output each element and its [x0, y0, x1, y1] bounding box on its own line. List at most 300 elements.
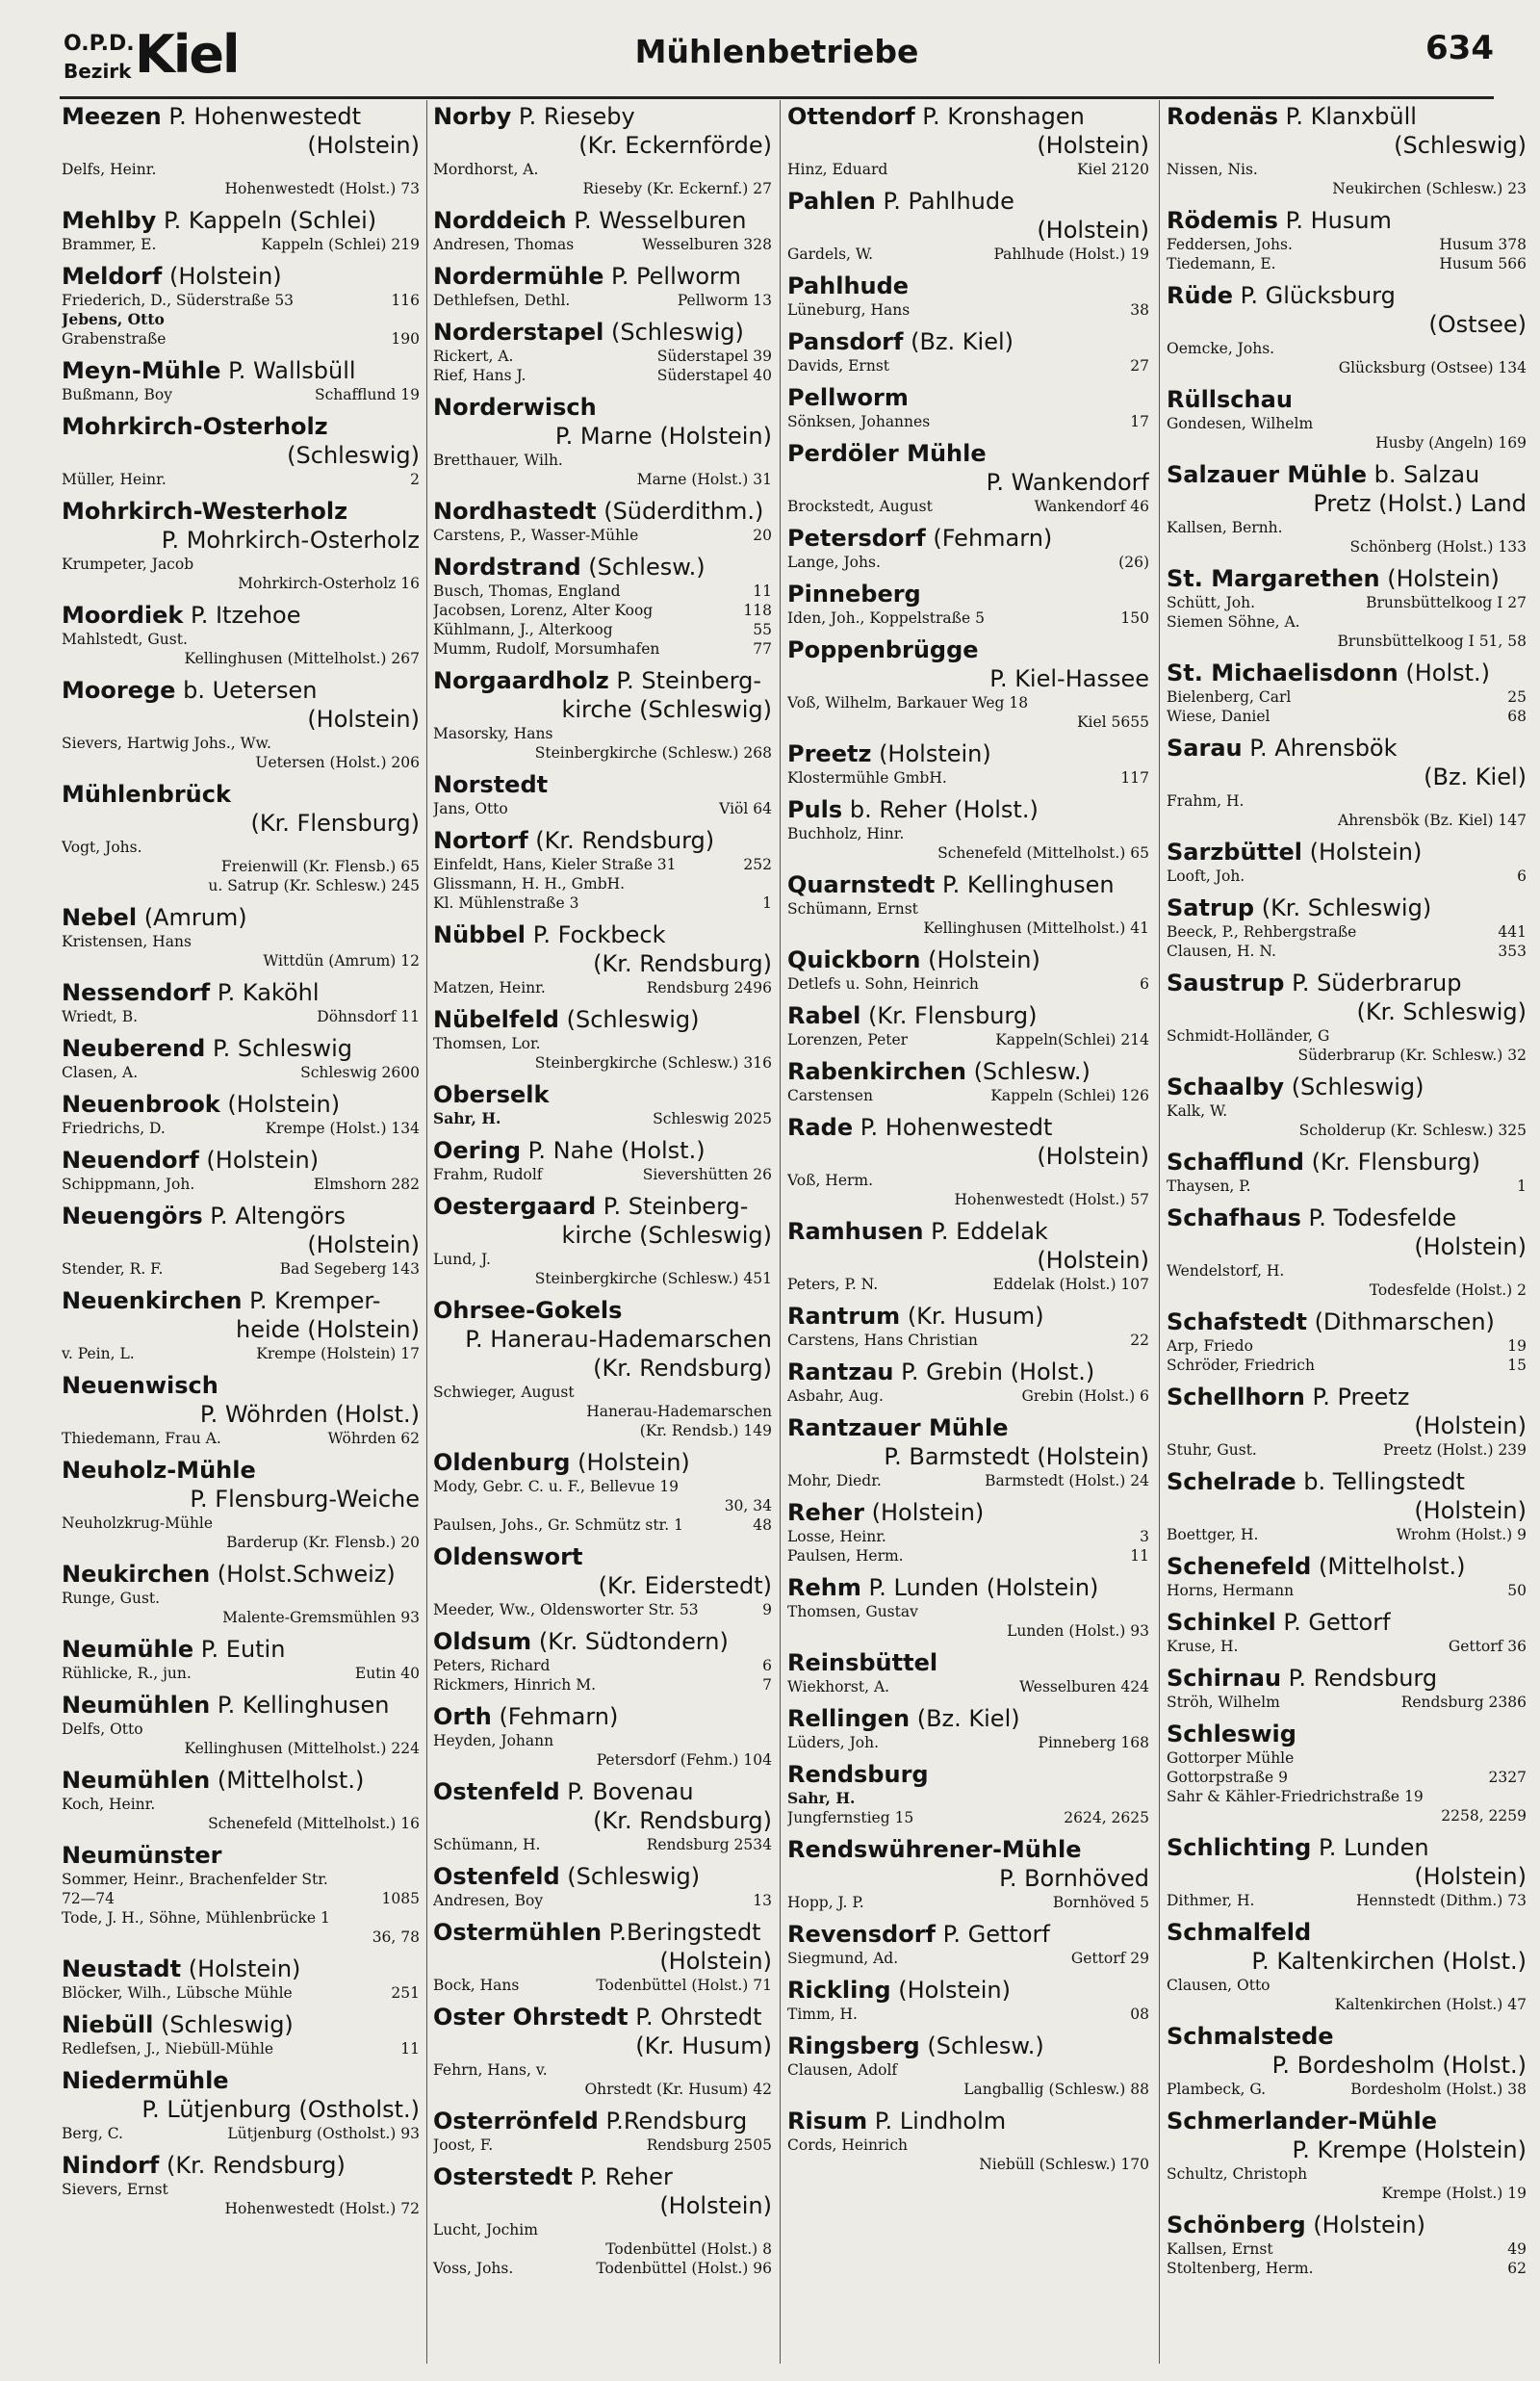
directory-entry — [433, 1136, 772, 1184]
place-qualifier-line: P. Bornhöved — [999, 1865, 1149, 1892]
place-qualifier: P. Süderbrarup — [1292, 970, 1462, 996]
listing-name: Schümann, H. — [433, 1836, 541, 1853]
place-name: Pansdorf — [787, 328, 904, 355]
place-qualifier: (Fehmarn) — [933, 525, 1053, 552]
place-qualifier: (Mittelholst.) — [217, 1767, 365, 1794]
listing-location: Barmstedt (Holst.) 24 — [985, 1472, 1149, 1489]
listing-row — [1167, 1806, 1527, 1825]
listing-name: Berg, C. — [62, 2125, 123, 2142]
listing-name: Mahlstedt, Gust. — [62, 631, 188, 648]
entry-heading — [1167, 564, 1527, 593]
place-name: Schafhaus — [1167, 1204, 1301, 1231]
directory-entry — [433, 1862, 772, 1910]
heading-line — [787, 524, 1149, 553]
entry-heading — [787, 383, 1149, 412]
place-qualifier: P. Hohenwestedt — [168, 103, 362, 130]
listing-row — [62, 1119, 420, 1138]
place-name: Rade — [787, 1114, 854, 1141]
listing-row — [787, 1386, 1149, 1406]
listing-row — [62, 630, 420, 668]
place-name: Rantzauer Mühle — [787, 1414, 1009, 1441]
place-qualifier: P. Schleswig — [212, 1035, 353, 1062]
place-name: Pahlhude — [787, 272, 910, 299]
heading-line — [787, 272, 1149, 300]
listing-name: Jungfernstieg 15 — [787, 1809, 914, 1826]
listing-name: Losse, Heinr. — [787, 1528, 886, 1545]
place-name: Osterrönfeld — [433, 2108, 599, 2135]
listing-name: Beeck, P., Rehbergstraße — [1167, 923, 1357, 941]
listing-location: Rendsburg 2496 — [646, 979, 772, 996]
place-name: Schmerlander-Mühle — [1167, 2108, 1438, 2135]
listing-location: Kellinghusen (Mittelholst.) 224 — [184, 1740, 420, 1757]
place-qualifier: (Kr. Husum) — [907, 1303, 1044, 1330]
heading-line — [62, 1635, 420, 1664]
listing-name: Boettger, H. — [1167, 1526, 1259, 1543]
listing-location: 55 — [753, 621, 772, 638]
listing-row — [62, 1063, 420, 1082]
heading-line — [787, 1498, 1149, 1527]
heading-line — [1167, 1918, 1527, 1947]
heading-line — [1167, 206, 1527, 235]
place-qualifier: (Dithmarschen) — [1314, 1308, 1495, 1335]
entry-heading — [433, 1702, 772, 1731]
listing-name: Matzen, Heinr. — [433, 979, 546, 996]
entry-heading — [62, 2066, 420, 2124]
listing-location: Pahlhude (Holst.) 19 — [993, 246, 1149, 263]
place-qualifier: (Kr. Schleswig) — [1261, 894, 1432, 921]
listing-row — [62, 235, 420, 254]
place-qualifier: P. Ahrensbök — [1249, 735, 1398, 762]
place-name: Quarnstedt — [787, 871, 936, 898]
directory-entry — [433, 1296, 772, 1440]
listing-name: Meeder, Ww., Oldensworter Str. 53 — [433, 1601, 699, 1618]
listing-location: 62 — [1507, 2260, 1527, 2277]
listing-location: Husum 566 — [1439, 255, 1527, 272]
place-qualifier-line: (Bz. Kiel) — [1424, 763, 1527, 790]
listing-name: Peters, Richard — [433, 1657, 551, 1674]
heading-line — [787, 1920, 1149, 1949]
directory-entry — [62, 1090, 420, 1138]
place-name: Rodenäs — [1167, 103, 1278, 130]
entry-heading — [787, 1217, 1149, 1275]
directory-entry — [433, 318, 772, 385]
place-name: Mehlby — [62, 207, 157, 234]
listing-location: Süderbrarup (Kr. Schlesw.) 32 — [1297, 1047, 1527, 1064]
place-qualifier: P. Kappeln (Schlei) — [163, 207, 377, 234]
heading-line — [433, 666, 772, 695]
directory-entry — [787, 945, 1149, 994]
listing-location: 9 — [762, 1601, 772, 1618]
place-name: Preetz — [787, 740, 872, 767]
listing-name: Vogt, Johs. — [62, 839, 142, 856]
place-name: Rabenkirchen — [787, 1058, 966, 1085]
place-qualifier: (Fehmarn) — [499, 1703, 619, 1730]
heading-line — [433, 206, 772, 235]
heading-line — [433, 1005, 772, 1034]
place-name: Mohrkirch-Osterholz — [62, 413, 328, 440]
place-name: Rellingen — [787, 1705, 911, 1732]
heading-line — [433, 2162, 772, 2191]
directory-entry — [62, 1371, 420, 1448]
entry-heading — [787, 1413, 1149, 1471]
place-name: Neustadt — [62, 1955, 182, 1982]
place-qualifier-line: P. Hanerau-Hademarschen — [465, 1326, 772, 1353]
place-name: Schafflund — [1167, 1149, 1304, 1176]
entry-heading — [62, 1635, 420, 1664]
listing-row — [433, 160, 772, 198]
heading-line — [62, 1286, 420, 1315]
listing-location: 27 — [1130, 357, 1149, 375]
listing-name: Detlefs u. Sohn, Heinrich — [787, 975, 979, 993]
listing-location: Kiel 2120 — [1076, 161, 1149, 178]
place-name: Rüde — [1167, 282, 1234, 309]
listing-row — [433, 601, 772, 620]
listing-row — [433, 1891, 772, 1910]
listing-name: Carstens, P., Wasser-Mühle — [433, 527, 639, 544]
heading-line — [1167, 281, 1527, 310]
listing-row — [1167, 1693, 1527, 1712]
directory-entry — [433, 1448, 772, 1535]
place-name: Norderwisch — [433, 394, 597, 421]
listing-name: Schmidt-Holländer, G — [1167, 1027, 1330, 1045]
listing-name: Andresen, Thomas — [433, 236, 575, 253]
listing-location: Eddelak (Holst.) 107 — [992, 1276, 1149, 1293]
heading-line — [1167, 1383, 1527, 1411]
place-qualifier-line: (Kr. Eiderstedt) — [598, 1572, 772, 1599]
heading-line — [433, 1136, 772, 1165]
directory-entry — [787, 524, 1149, 572]
heading-line — [62, 497, 420, 526]
place-qualifier-line: (Holstein) — [1414, 1497, 1527, 1524]
listing-row — [1167, 1976, 1527, 2014]
listing-row — [787, 2155, 1149, 2174]
entry-heading — [787, 739, 1149, 768]
place-name: Norby — [433, 103, 512, 130]
entry-heading — [787, 870, 1149, 899]
listing-name: Mordhorst, A. — [433, 161, 539, 178]
place-qualifier-line: kirche (Schleswig) — [561, 1222, 772, 1249]
listing-location: Kappeln(Schlei) 214 — [995, 1031, 1149, 1048]
place-qualifier: P. Steinberg- — [603, 1193, 749, 1220]
place-name: Neuengörs — [62, 1203, 203, 1229]
place-name: Neuholz-Mühle — [62, 1457, 256, 1484]
place-qualifier: (Schlesw.) — [973, 1058, 1091, 1085]
heading-line — [1167, 2211, 1527, 2239]
place-name: Ringsberg — [787, 2032, 920, 2059]
listing-row — [62, 291, 420, 310]
place-qualifier: (Kr. Flensburg) — [1311, 1149, 1481, 1176]
listing-name: Sievers, Hartwig Johs., Ww. — [62, 735, 271, 752]
heading-line — [1167, 1148, 1527, 1177]
section-title: Mühlenbetriebe — [634, 33, 919, 70]
listing-row — [787, 768, 1149, 788]
listing-location: 48 — [753, 1516, 772, 1534]
listing-location: Brunsbüttelkoog I 51, 58 — [1337, 633, 1527, 650]
place-name: Oberselk — [433, 1081, 550, 1108]
heading-line — [433, 1777, 772, 1806]
listing-location: Preetz (Holst.) 239 — [1382, 1441, 1527, 1459]
entry-heading — [62, 262, 420, 291]
entry-heading — [433, 262, 772, 291]
listing-row — [1167, 414, 1527, 453]
place-qualifier: P. Gettorf — [1283, 1609, 1391, 1636]
listing-location: 2624, 2625 — [1064, 1809, 1149, 1826]
place-qualifier-line: (Holstein) — [659, 1948, 772, 1975]
listing-name: Horns, Hermann — [1167, 1582, 1295, 1599]
directory-entry — [787, 580, 1149, 628]
listing-location: Marne (Holst.) 31 — [636, 471, 772, 488]
listing-name: Stuhr, Gust. — [1167, 1441, 1257, 1459]
heading-line — [787, 383, 1149, 412]
entry-heading — [433, 497, 772, 526]
heading-line — [62, 102, 420, 131]
listing-name: Rühlicke, R., jun. — [62, 1665, 192, 1682]
heading-line — [787, 102, 1149, 131]
entry-heading — [62, 1841, 420, 1870]
listing-name: Rief, Hans J. — [433, 367, 526, 384]
heading-line — [787, 439, 1149, 468]
place-name: Quickborn — [787, 946, 921, 973]
listing-name: Bußmann, Boy — [62, 386, 172, 403]
listing-row — [1167, 2239, 1527, 2259]
listing-row — [787, 412, 1149, 431]
directory-entry — [433, 826, 772, 913]
place-name: Neumühlen — [62, 1767, 211, 1794]
listing-row — [62, 160, 420, 198]
entry-heading — [787, 1001, 1149, 1030]
listing-location: Scholderup (Kr. Schlesw.) 325 — [1298, 1122, 1527, 1139]
listing-name: Mohr, Diedr. — [787, 1472, 882, 1489]
listing-name: Sommer, Heinr., Brachenfelder Str. — [62, 1871, 328, 1888]
listing-row — [433, 1109, 772, 1128]
entry-heading — [433, 102, 772, 160]
heading-line — [1167, 1073, 1527, 1101]
directory-entry — [1167, 102, 1527, 198]
listing-name: Hinz, Eduard — [787, 161, 888, 178]
listing-location: 22 — [1130, 1332, 1149, 1349]
place-qualifier: P. Kellinghusen — [941, 871, 1115, 898]
listing-name: Thomsen, Lor. — [433, 1035, 541, 1052]
directory-entry — [1167, 1918, 1527, 2014]
directory-entry — [62, 2066, 420, 2143]
entry-heading — [1167, 281, 1527, 339]
place-name: Nortorf — [433, 827, 528, 854]
listing-name: Thomsen, Gustav — [787, 1603, 918, 1620]
place-name: Rüllschau — [1167, 386, 1293, 413]
directory-entry — [433, 2162, 772, 2278]
heading-line — [62, 206, 420, 235]
directory-entry — [787, 439, 1149, 516]
entry-heading — [62, 903, 420, 932]
listing-row — [1167, 791, 1527, 830]
listing-location: 20 — [753, 527, 772, 544]
listing-name: Glissmann, H. H., GmbH. — [433, 875, 626, 893]
heading-line — [1167, 1833, 1527, 1862]
entry-heading — [1167, 1720, 1527, 1748]
place-qualifier: b. Salzau — [1373, 461, 1480, 488]
listing-location: Krempe (Holst.) 134 — [265, 1120, 420, 1137]
listing-row — [787, 1677, 1149, 1696]
entry-heading — [1167, 460, 1527, 518]
listing-row — [787, 497, 1149, 516]
place-name: Nordermühle — [433, 263, 604, 290]
place-name: St. Margarethen — [1167, 565, 1380, 592]
listing-location: Steinbergkirche (Schlesw.) 316 — [534, 1054, 772, 1072]
listing-name: Friederich, D., Süderstraße 53 — [62, 292, 295, 309]
listing-row — [433, 1976, 772, 1995]
place-name: Ostermühlen — [433, 1919, 603, 1946]
listing-row — [1167, 1336, 1527, 1356]
place-name: Schellhorn — [1167, 1384, 1305, 1410]
directory-entry — [62, 2151, 420, 2218]
place-name: Neumünster — [62, 1842, 222, 1869]
place-name: Schirnau — [1167, 1665, 1282, 1692]
column-divider — [1159, 100, 1160, 2364]
listing-name: Rickert, A. — [433, 348, 514, 365]
entry-heading — [433, 1777, 772, 1835]
place-qualifier: b. Reher (Holst.) — [849, 796, 1039, 823]
entry-heading — [433, 1627, 772, 1656]
listing-row — [433, 347, 772, 366]
listing-row — [1167, 1581, 1527, 1600]
listing-row — [433, 1250, 772, 1288]
directory-entry — [1167, 206, 1527, 273]
listing-location: Steinbergkirche (Schlesw.) 268 — [534, 744, 772, 762]
place-name: Oering — [433, 1137, 522, 1164]
listing-name: Lucht, Jochim — [433, 2221, 538, 2239]
place-qualifier: b. Tellingstedt — [1303, 1468, 1465, 1495]
place-qualifier: P. Bovenau — [567, 1778, 694, 1805]
listing-row — [1167, 235, 1527, 254]
heading-line — [433, 393, 772, 422]
listing-name: Lorenzen, Peter — [787, 1031, 909, 1048]
place-qualifier: P. Eddelak — [931, 1218, 1048, 1245]
place-qualifier: (Holstein) — [879, 740, 991, 767]
place-qualifier: P. Lunden — [1318, 1834, 1429, 1861]
entry-heading — [433, 1080, 772, 1109]
place-name: Puls — [787, 796, 843, 823]
listing-location: Elmshorn 282 — [313, 1176, 420, 1193]
directory-entry — [1167, 838, 1527, 886]
listing-name: Brockstedt, August — [787, 498, 933, 515]
place-name: Nordstrand — [433, 554, 581, 581]
place-qualifier: (Holst.Schweiz) — [217, 1561, 396, 1588]
listing-location: Husum 378 — [1439, 236, 1527, 253]
listing-location: Uetersen (Holst.) 206 — [255, 754, 420, 771]
entry-heading — [62, 356, 420, 385]
place-qualifier-line: (Holstein) — [1037, 1143, 1149, 1170]
listing-row — [1167, 1637, 1527, 1656]
listing-name: Carstens, Hans Christian — [787, 1332, 978, 1349]
listing-name: Schütt, Joh. — [1167, 594, 1256, 611]
directory-entry — [62, 102, 420, 198]
listing-row — [433, 1675, 772, 1695]
listing-location: 117 — [1120, 769, 1149, 787]
place-name: Niedermühle — [62, 2067, 229, 2094]
directory-entry — [433, 1542, 772, 1619]
column-divider — [426, 100, 427, 2364]
listing-row — [433, 1835, 772, 1854]
directory-entry — [787, 1217, 1149, 1294]
listing-name: Redlefsen, J., Niebüll-Mühle — [62, 2040, 274, 2057]
listing-row — [433, 620, 772, 639]
listing-row — [787, 1893, 1149, 1912]
directory-entry — [1167, 659, 1527, 726]
place-qualifier-line: (Holstein) — [1414, 1863, 1527, 1890]
heading-line — [433, 1627, 772, 1656]
place-name: Schönberg — [1167, 2212, 1306, 2239]
entry-heading — [433, 1542, 772, 1600]
listing-name: Grabenstraße — [62, 330, 167, 348]
listing-name: Gottorpstraße 9 — [1167, 1769, 1288, 1786]
heading-line — [1167, 969, 1527, 997]
directory-entry — [62, 497, 420, 593]
place-qualifier: (Schleswig) — [610, 319, 744, 346]
listing-row — [1167, 2080, 1527, 2099]
listing-row — [433, 2220, 772, 2239]
heading-line — [787, 580, 1149, 608]
entry-heading — [787, 795, 1149, 824]
entry-heading — [1167, 2022, 1527, 2080]
listing-location: (Kr. Rendsb.) 149 — [639, 1422, 772, 1439]
place-qualifier: (Kr. Rendsburg) — [535, 827, 715, 854]
listing-name: Neuholzkrug-Mühle — [62, 1514, 214, 1532]
page-header — [60, 25, 1494, 104]
heading-line — [1167, 385, 1527, 414]
entry-heading — [62, 1286, 420, 1344]
directory-entry — [787, 102, 1149, 179]
directory-entry — [433, 2003, 772, 2099]
directory-entry — [1167, 1608, 1527, 1656]
listing-row — [787, 712, 1149, 732]
listing-location: Brunsbüttelkoog I 27 — [1366, 594, 1527, 611]
listing-row — [433, 582, 772, 601]
listing-name: Cords, Heinrich — [787, 2136, 908, 2154]
listing-name: Rickmers, Hinrich M. — [433, 1676, 597, 1694]
listing-name: Klostermühle GmbH. — [787, 769, 947, 787]
listing-name: Stender, R. F. — [62, 1260, 164, 1278]
directory-entry — [62, 1635, 420, 1683]
place-name: Schenefeld — [1167, 1553, 1312, 1580]
listing-location: 7 — [762, 1676, 772, 1694]
heading-line — [433, 826, 772, 855]
listing-name: Asbahr, Aug. — [787, 1387, 884, 1405]
listing-name: Schultz, Christoph — [1167, 2165, 1308, 2183]
heading-line — [62, 1954, 420, 1983]
place-name: Neuenkirchen — [62, 1287, 243, 1314]
listing-row — [1167, 707, 1527, 726]
listing-row — [1167, 1787, 1527, 1806]
listing-row — [787, 1030, 1149, 1049]
place-qualifier: (Holstein) — [898, 1977, 1011, 2004]
entry-heading — [787, 2032, 1149, 2060]
directory-entry — [787, 1648, 1149, 1696]
entry-heading — [62, 206, 420, 235]
place-name: Reinsbüttel — [787, 1649, 938, 1676]
place-qualifier-line: (Kr. Schleswig) — [1356, 998, 1527, 1025]
entry-heading — [433, 1192, 772, 1250]
listing-name: Feddersen, Johs. — [1167, 236, 1293, 253]
directory-entry — [62, 1841, 420, 1947]
listing-name: Joost, F. — [433, 2136, 494, 2154]
place-qualifier-line: (Kr. Eckernförde) — [578, 132, 772, 159]
listing-location: 50 — [1507, 1582, 1527, 1599]
entry-heading — [787, 2107, 1149, 2135]
listing-name: Kallsen, Bernh. — [1167, 519, 1283, 536]
listing-location: Schönberg (Holst.) 133 — [1349, 538, 1527, 556]
heading-line — [787, 1413, 1149, 1442]
listing-name: Frahm, Rudolf — [433, 1166, 543, 1183]
